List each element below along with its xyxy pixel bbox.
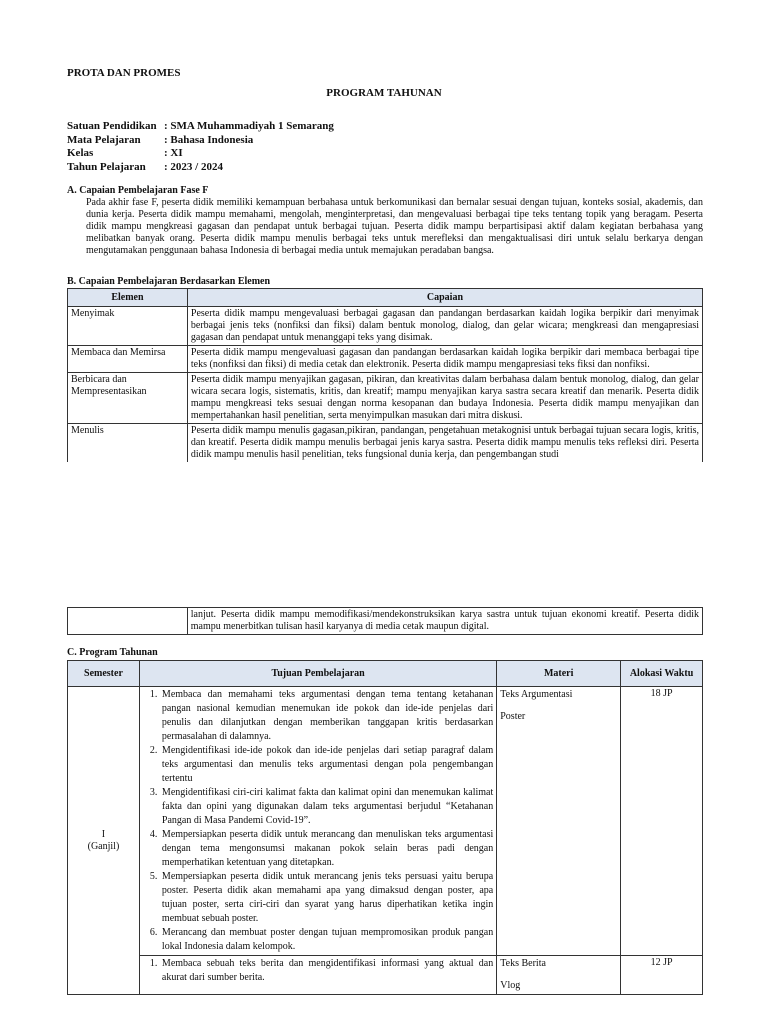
- semester-sub: (Ganjil): [87, 840, 120, 852]
- tujuan-list: [143, 688, 493, 954]
- capaian-table: [67, 288, 703, 462]
- tujuan-item: 1. Membaca sebuah teks berita dan mengidentifikasi informasi yang aktual dan akurat dari sumber berita.: [160, 957, 493, 985]
- col-header-elemen: Elemen: [68, 289, 188, 307]
- materi-item: Vlog: [500, 980, 521, 991]
- col-header-materi: Materi: [497, 661, 621, 687]
- section-b-heading: B. Capaian Pembelajaran Berdasarkan Elemen: [67, 276, 271, 287]
- meta-row: [67, 147, 183, 160]
- tujuan-cell: [139, 956, 496, 995]
- semester-label: I: [101, 828, 106, 840]
- col-header-capaian: Capaian: [187, 289, 702, 307]
- tujuan-item: 2. Mengidentifikasi ide-ide pokok dan ide-ide penjelas dari setiap paragraf dalam teks argumentasi dan menulis teks argumentasi dengan pola pengembangan tertentu: [160, 744, 493, 786]
- semester-cell: [68, 687, 140, 995]
- capaian-cell: Peserta didik mampu menyajikan gagasan, pikiran, dan kreativitas dalam berbahasa dalam bentuk monolog, dialog, dan gelar wicara secara logis, sistematis, kritis, dan kreatif; mampu menyajikan karya sastra secara kreatif dan menarik. Peserta didik mampu mengkreasi teks sesuai dengan norma kesopanan dan budaya Indonesia. Peserta didik mampu menyajikan dan mempertahankan hasil penelitian, serta menyimpulkan masukan dari mitra diskusi.: [187, 373, 702, 424]
- capaian-continuation-cell: lanjut. Peserta didik mampu memodifikasi/mendekonstruksikan karya sastra untuk tujuan ekonomi kreatif. Peserta didik mampu menerbitkan tulisan hasil karyanya di media cetak maupun digital.: [187, 608, 702, 635]
- meta-label: Kelas: [67, 147, 94, 159]
- tujuan-item: 6. Merancang dan membuat poster dengan tujuan mempromosikan produk pangan lokal Indonesia dalam kelompok.: [160, 926, 493, 954]
- materi-item: Poster: [500, 711, 526, 722]
- top-title: PROTA DAN PROMES: [67, 67, 181, 79]
- meta-row: [67, 134, 253, 147]
- meta-label: Tahun Pelajaran: [67, 161, 146, 173]
- elemen-cell: Menyimak: [68, 307, 188, 346]
- meta-label: Mata Pelajaran: [67, 134, 141, 146]
- meta-value: : XI: [164, 147, 183, 159]
- meta-row: [67, 161, 223, 174]
- materi-cell: [497, 956, 621, 995]
- meta-label: Satuan Pendidikan: [67, 120, 157, 132]
- elemen-cell: Menulis: [68, 424, 188, 463]
- alokasi-cell: 12 JP: [621, 956, 703, 995]
- materi-item: Teks Argumentasi: [500, 689, 573, 700]
- alokasi-cell: 18 JP: [621, 687, 703, 956]
- section-a-text: Pada akhir fase F, peserta didik memiliki kemampuan berbahasa untuk berkomunikasi dan bernalar sesuai dengan tujuan, konteks sosial, akademis, dan dunia kerja. Peserta didik mampu memahami, mengolah, menginterpretasi, dan mengevaluasi berbagai tipe teks tentang topik yang beragam. Peserta didik mampu mengkreasi gagasan dan pendapat untuk berbagai tujuan. Peserta didik mampu berpartisipasi aktif dalam kegiatan berbahasa yang melibatkan banyak orang. Peserta didik mampu menulis berbagai teks untuk merefleksi dan mengaktualisasi diri untuk selalu berkarya dengan mengutamakan penggunaan bahasa Indonesia di berbagai media untuk memajukan peradaban bangsa.: [86, 197, 703, 256]
- materi-cell: [497, 687, 621, 956]
- col-header-tujuan: Tujuan Pembelajaran: [139, 661, 496, 687]
- capaian-cell: Peserta didik mampu mengevaluasi gagasan dan pandangan berdasarkan kaidah logika berpikir dari membaca berbagai tipe teks (nonfiksi dan fiksi) di media cetak dan elektronik. Peserta didik mampu mengapresiasi teks fiksi dan nonfiksi.: [187, 346, 702, 373]
- tujuan-item: 5. Mempersiapkan peserta didik untuk merancang jenis teks persuasi yaitu berupa poster. Peserta didik akan memahami apa yang dimaksud dengan poster, apa tujuan poster, serta ciri-ciri dan syarat yang harus diperhatikan ketika ingin membuat sebuah poster.: [160, 870, 493, 926]
- tujuan-list: [143, 957, 493, 985]
- elemen-cell: Berbicara dan Mempresentasikan: [68, 373, 188, 424]
- tujuan-cell: [139, 687, 496, 956]
- meta-value: : 2023 / 2024: [164, 161, 223, 173]
- tujuan-item: 1. Membaca dan memahami teks argumentasi dengan tema tentang ketahanan pangan nasional kemudian menemukan ide pokok dan ide-ide penjelas dari penulis dan dilanjutkan dengan memberikan tanggapan kritis berdasarkan permasalahan di dalamnya.: [160, 688, 493, 744]
- tujuan-item: 3. Mengidentifikasi ciri-ciri kalimat fakta dan kalimat opini dan menemukan kalimat fakta dan opini yang digunakan dalam teks argumentasi berjudul “Ketahanan Pangan di Masa Pandemi Covid-19”.: [160, 786, 493, 828]
- meta-value: : Bahasa Indonesia: [164, 134, 254, 146]
- elemen-cell: Membaca dan Memirsa: [68, 346, 188, 373]
- meta-value: : SMA Muhammadiyah 1 Semarang: [164, 120, 334, 132]
- capaian-table-continuation: [67, 607, 703, 635]
- meta-row: [67, 120, 334, 133]
- col-header-semester: Semester: [68, 661, 140, 687]
- materi-item: Teks Berita: [500, 958, 546, 969]
- program-tahunan-table: [67, 660, 703, 995]
- capaian-cell: Peserta didik mampu mengevaluasi berbagai gagasan dan pandangan berdasarkan kaidah logika berpikir dari menyimak berbagai jenis teks (nonfiksi dan fiksi) dalam bentuk monolog, dialog, dan gelar wicara; mengkreasi dan mengapresiasi gagasan dan pendapat untuk menanggapi teks yang disimak.: [187, 307, 702, 346]
- col-header-alokasi: Alokasi Waktu: [621, 661, 703, 687]
- tujuan-item: 4. Mempersiapkan peserta didik untuk merancang dan menuliskan teks argumentasi dengan tema mengonsumsi makanan pokok selain beras padi dengan memperhatikan ketentuan yang ditetapkan.: [160, 828, 493, 870]
- section-a-heading: A. Capaian Pembelajaran Fase F: [67, 185, 209, 196]
- elemen-cell-empty: [68, 608, 188, 635]
- capaian-cell: Peserta didik mampu menulis gagasan,pikiran, pandangan, pengetahuan metakognisi untuk berbagai tujuan secara logis, kritis, dan kreatif. Peserta didik mampu menulis berbagai jenis karya sastra. Peserta didik mampu menulis teks refleksi diri. Peserta didik mampu menulis hasil penelitian, teks fungsional dunia kerja, dan pengembangan studi: [187, 424, 702, 463]
- section-c-heading: C. Program Tahunan: [67, 647, 158, 658]
- page-title: PROGRAM TAHUNAN: [326, 87, 442, 99]
